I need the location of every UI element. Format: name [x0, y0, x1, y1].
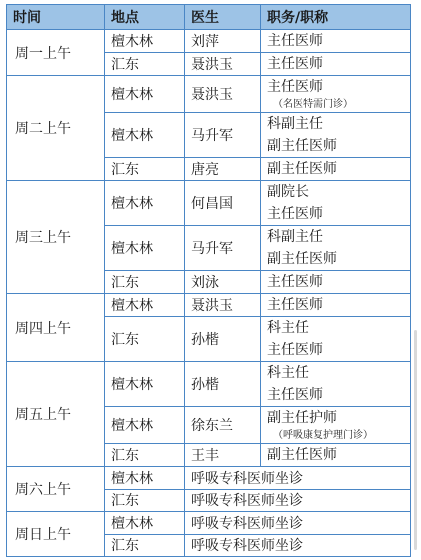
day-cell: 周日上午	[7, 512, 105, 557]
day-cell: 周三上午	[7, 181, 105, 294]
table-header	[7, 5, 411, 30]
doctor-cell: 聂洪玉	[185, 76, 261, 113]
doctor-cell: 孙楷	[185, 362, 261, 407]
doctor-cell: 刘萍	[185, 30, 261, 53]
title-cell	[261, 30, 411, 53]
location-cell: 汇东	[105, 158, 185, 181]
doctor-cell: 聂洪玉	[185, 53, 261, 76]
header-title: 职务/职称	[261, 5, 411, 30]
day-cell: 周五上午	[7, 362, 105, 467]
doctor-cell: 马升军	[185, 113, 261, 158]
day-cell: 周六上午	[7, 467, 105, 512]
location-cell: 檀木林	[105, 181, 185, 226]
title-line: 主任医师	[267, 387, 323, 403]
table-row	[7, 30, 411, 53]
title-line: 副院长	[267, 184, 309, 200]
title-cell	[261, 226, 411, 271]
doctor-cell: 刘泳	[185, 271, 261, 294]
title-line: 主任医师	[267, 33, 323, 49]
day-cell: 周二上午	[7, 76, 105, 181]
header-location: 地点	[105, 5, 185, 30]
location-cell: 汇东	[105, 317, 185, 362]
title-cell	[261, 294, 411, 317]
day-cell: 周一上午	[7, 30, 105, 76]
title-cell	[261, 181, 411, 226]
title-cell	[261, 53, 411, 76]
title-cell	[261, 362, 411, 407]
location-cell: 汇东	[105, 444, 185, 467]
doctor-cell: 王丰	[185, 444, 261, 467]
schedule-table	[6, 4, 411, 557]
title-line: 主任医师	[267, 79, 323, 95]
location-cell: 檀木林	[105, 467, 185, 490]
location-cell: 汇东	[105, 534, 185, 557]
table-row	[7, 467, 411, 490]
location-cell: 檀木林	[105, 30, 185, 53]
doctor-cell: 徐东兰	[185, 407, 261, 444]
table-row	[7, 512, 411, 535]
location-cell: 檀木林	[105, 362, 185, 407]
title-line: 主任医师	[267, 297, 323, 313]
location-cell: 檀木林	[105, 113, 185, 158]
title-line: 副主任医师	[267, 251, 337, 267]
merged-doctor-cell: 呼吸专科医师坐诊	[185, 512, 411, 535]
doctor-cell: 马升军	[185, 226, 261, 271]
table-row	[7, 362, 411, 407]
title-cell	[261, 407, 411, 444]
location-cell: 檀木林	[105, 407, 185, 444]
clinic-note: （名医特需门诊）	[273, 99, 353, 110]
location-cell: 檀木林	[105, 512, 185, 535]
location-cell: 檀木林	[105, 226, 185, 271]
title-cell	[261, 113, 411, 158]
doctor-cell: 孙楷	[185, 317, 261, 362]
doctor-cell: 聂洪玉	[185, 294, 261, 317]
title-line: 科副主任	[267, 116, 323, 132]
table-body	[7, 30, 411, 557]
title-line: 副主任医师	[267, 161, 337, 177]
header-row	[7, 5, 411, 30]
title-line: 主任医师	[267, 56, 323, 72]
header-doctor: 医生	[185, 5, 261, 30]
table-row	[7, 294, 411, 317]
table-row	[7, 181, 411, 226]
title-line: 副主任护师	[267, 410, 337, 426]
merged-doctor-cell: 呼吸专科医师坐诊	[185, 467, 411, 490]
scrollbar[interactable]	[414, 330, 417, 550]
title-line: 科副主任	[267, 229, 323, 245]
doctor-cell: 唐亮	[185, 158, 261, 181]
day-cell: 周四上午	[7, 294, 105, 362]
location-cell: 檀木林	[105, 76, 185, 113]
merged-doctor-cell: 呼吸专科医师坐诊	[185, 534, 411, 557]
location-cell: 汇东	[105, 271, 185, 294]
title-cell	[261, 76, 411, 113]
title-cell	[261, 271, 411, 294]
title-line: 主任医师	[267, 342, 323, 358]
title-line: 副主任医师	[267, 138, 337, 154]
title-line: 主任医师	[267, 274, 323, 290]
header-time: 时间	[7, 5, 105, 30]
title-line: 科主任	[267, 365, 309, 381]
title-line: 副主任医师	[267, 447, 337, 463]
location-cell: 汇东	[105, 489, 185, 512]
location-cell: 汇东	[105, 53, 185, 76]
title-line: 主任医师	[267, 206, 323, 222]
title-line: 科主任	[267, 320, 309, 336]
table-row	[7, 76, 411, 113]
location-cell: 檀木林	[105, 294, 185, 317]
title-cell	[261, 158, 411, 181]
title-cell	[261, 317, 411, 362]
doctor-cell: 何昌国	[185, 181, 261, 226]
title-cell	[261, 444, 411, 467]
merged-doctor-cell: 呼吸专科医师坐诊	[185, 489, 411, 512]
clinic-note: （呼吸康复护理门诊）	[273, 430, 373, 441]
